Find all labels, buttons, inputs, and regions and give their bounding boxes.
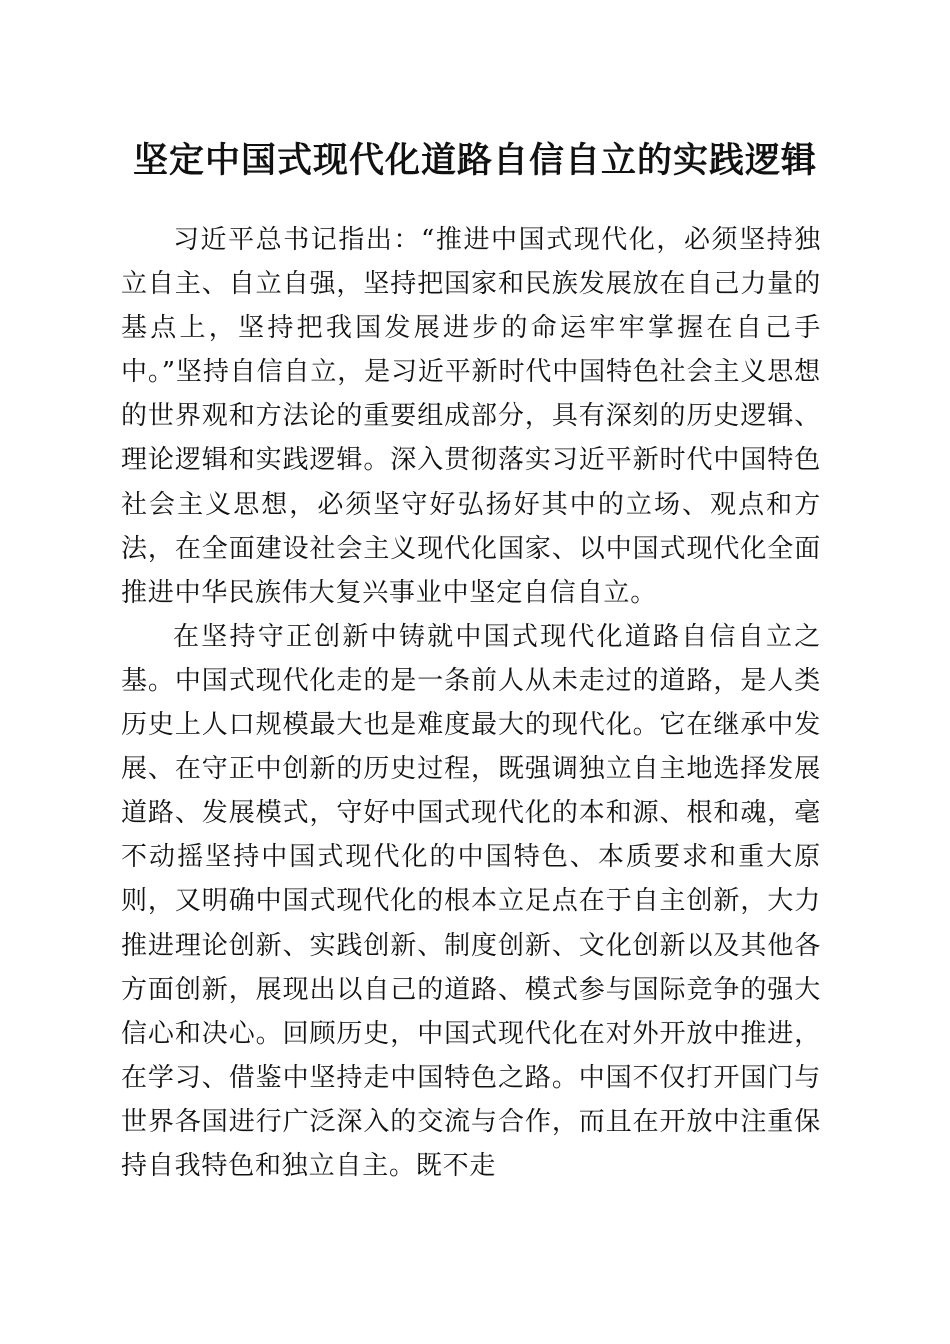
document-title: 坚定中国式现代化道路自信自立的实践逻辑: [132, 140, 817, 181]
paragraph-innovation: 在坚持守正创新中铸就中国式现代化道路自信自立之基。中国式现代化走的是一条前人从未走过的道路，是人类历史上人口规模最大也是难度最大的现代化。它在继承中发展、在守正中创新的历史过程，既强调独立自主地选择发展道路、发展模式，守好中国式现代化的本和源、根和魂，毫不动摇坚持中国式现代化的中国特色、本质要求和重大原则，又明确中国式现代化的根本立足点在于自主创新，大力推进理论创新、实践创新、制度创新、文化创新以及其他各方面创新，展现出以自己的道路、模式参与国际竞争的强大信心和决心。回顾历史，中国式现代化在对外开放中推进，在学习、借鉴中坚持走中国特色之路。中国不仅打开国门与世界各国进行广泛深入的交流与合作，而且在开放中注重保持自我特色和独立自主。既不走: [121, 621, 821, 1181]
document-body: [121, 218, 821, 1188]
paragraph-intro: 习近平总书记指出：“推进中国式现代化，必须坚持独立自主、自立自强，坚持把国家和民族发展放在自己力量的基点上，坚持把我国发展进步的命运牢牢掌握在自己手中。”坚持自信自立，是习近平新时代中国特色社会主义思想的世界观和方法论的重要组成部分，具有深刻的历史逻辑、理论逻辑和实践逻辑。深入贯彻落实习近平新时代中国特色社会主义思想，必须坚守好弘扬好其中的立场、观点和方法，在全面建设社会主义现代化国家、以中国式现代化全面推进中华民族伟大复兴事业中坚定自信自立。: [121, 225, 821, 608]
